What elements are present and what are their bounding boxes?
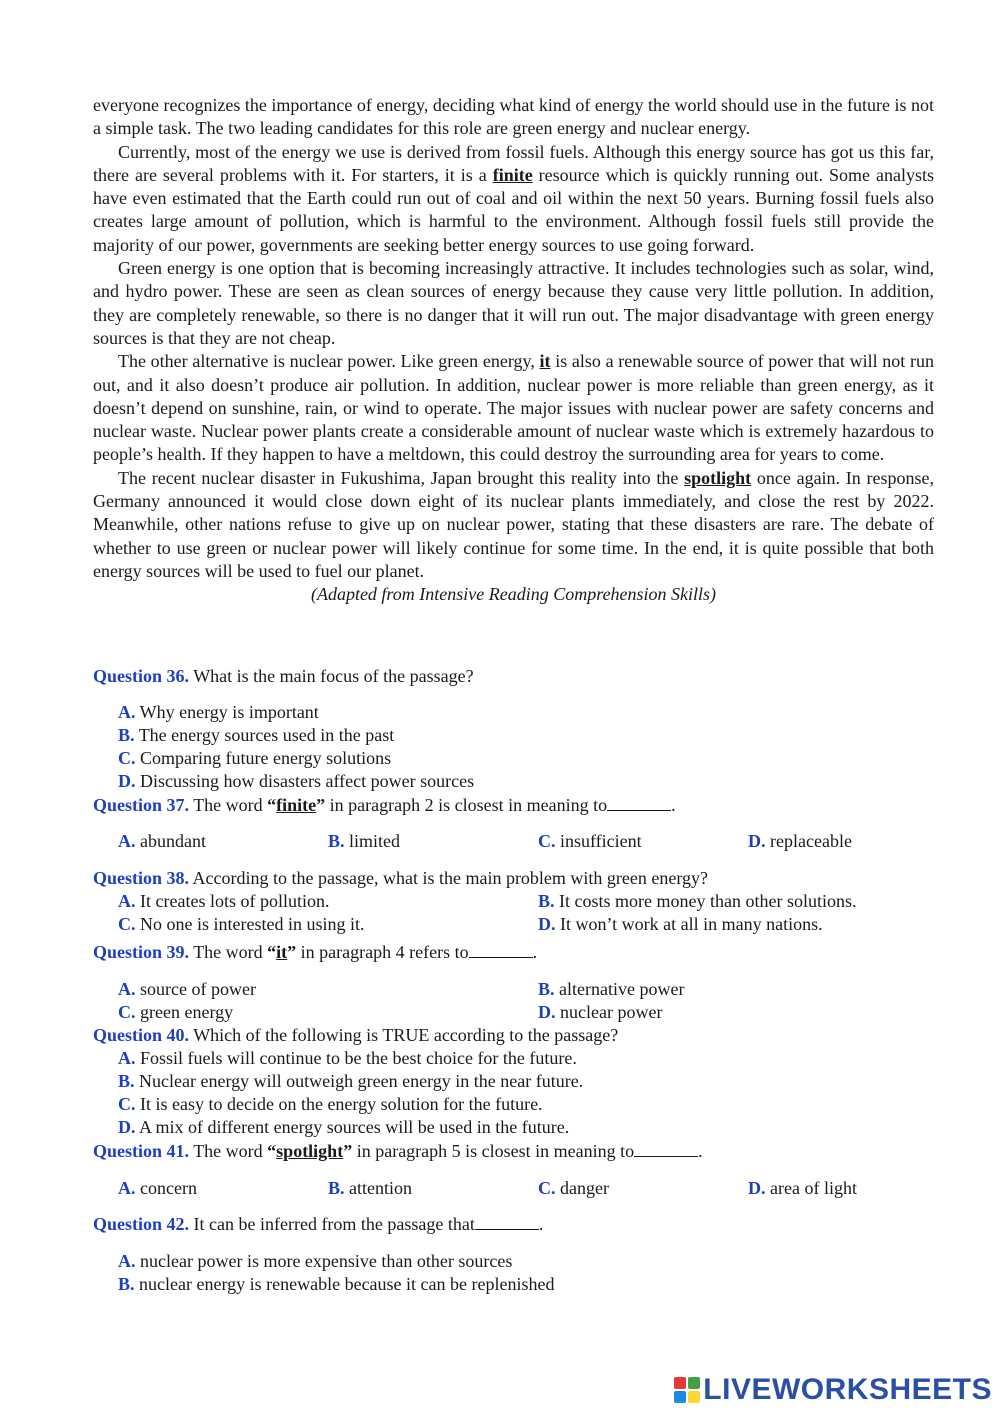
logo-square-blue	[674, 1391, 686, 1403]
option-letter: A.	[118, 702, 136, 722]
q38-option-b[interactable]	[538, 890, 856, 913]
option-letter: B.	[118, 1071, 135, 1091]
question-39-text-b: in paragraph 4 refers to	[296, 942, 469, 962]
keyword-spotlight: spotlight	[684, 467, 752, 488]
option-letter: A.	[118, 1178, 136, 1198]
option-text: Discussing how disasters affect power sources	[135, 771, 475, 791]
option-text: nuclear power	[555, 1002, 663, 1022]
q37-option-b[interactable]	[328, 830, 400, 853]
question-40-text: Which of the following is TRUE according to the passage?	[189, 1025, 619, 1045]
q39-option-d[interactable]	[538, 1001, 662, 1024]
question-41-text-b: in paragraph 5 is closest in meaning to	[352, 1141, 635, 1161]
answer-blank[interactable]	[607, 795, 671, 811]
q41-option-a[interactable]	[118, 1177, 197, 1200]
q36-option-c[interactable]	[118, 747, 391, 770]
question-38-text: According to the passage, what is the main problem with green energy?	[189, 868, 709, 888]
logo-square-yellow	[688, 1391, 700, 1403]
paragraph-2-text-b: resource which is quickly running out. Some analysts have even estimated that the Earth could run out of coal and oil within the next 50 years. Burning fossil fuels also creates large amount of pollution, which is harmful to the environment. Although fossil fuels still provide the majority of our power, governments are seeking better energy sources to use going forward.	[93, 164, 934, 255]
option-text: green energy	[135, 1002, 234, 1022]
question-41: Question 41. The word “spotlight” in paragraph 5 is closest in meaning to .	[93, 1141, 703, 1161]
option-letter: D.	[118, 771, 136, 791]
question-40-label: Question 40.	[93, 1025, 190, 1045]
option-letter: B.	[118, 725, 135, 745]
paragraph-2	[93, 141, 934, 257]
keyword-it: it	[539, 351, 551, 372]
option-text: It creates lots of pollution.	[135, 891, 330, 911]
option-text: A mix of different energy sources will be used in the future.	[135, 1117, 570, 1137]
paragraph-5	[93, 467, 934, 583]
q37-option-c[interactable]	[538, 830, 642, 853]
question-39-text-a: The word	[189, 942, 268, 962]
question-39: Question 39. The word “it” in paragraph 4 refers to .	[93, 942, 538, 962]
answer-blank[interactable]	[469, 942, 533, 958]
q38-option-a[interactable]	[118, 890, 329, 913]
option-letter: B.	[118, 1274, 135, 1294]
question-41-label: Question 41.	[93, 1141, 190, 1161]
reading-passage	[93, 94, 934, 607]
option-letter: D.	[538, 914, 556, 934]
option-letter: B.	[328, 831, 345, 851]
question-42-label: Question 42.	[93, 1214, 190, 1234]
option-letter: C.	[538, 831, 556, 851]
option-text: Comparing future energy solutions	[135, 748, 392, 768]
question-42	[93, 1213, 934, 1236]
q39-option-b[interactable]	[538, 978, 684, 1001]
option-letter: A.	[118, 979, 136, 999]
question-37-label: Question 37.	[93, 795, 190, 815]
option-text: The energy sources used in the past	[134, 725, 395, 745]
option-letter: C.	[118, 1094, 136, 1114]
q36-option-b[interactable]	[118, 724, 394, 747]
q36-option-a[interactable]	[118, 701, 319, 724]
q41-option-d[interactable]	[748, 1177, 857, 1200]
option-letter: A.	[118, 1251, 136, 1271]
option-text: abundant	[135, 831, 206, 851]
question-42-end: .	[538, 1214, 544, 1234]
q40-option-a[interactable]	[118, 1047, 577, 1070]
option-text: area of light	[765, 1178, 857, 1198]
question-37-keyword: finite	[276, 795, 317, 815]
q38-option-d[interactable]	[538, 913, 823, 936]
option-text: attention	[344, 1178, 412, 1198]
option-text: nuclear energy is renewable because it can be replenished	[134, 1274, 555, 1294]
q40-option-d[interactable]	[118, 1116, 569, 1139]
option-text: concern	[135, 1178, 197, 1198]
question-40	[93, 1024, 934, 1047]
passage-source: (Adapted from Intensive Reading Comprehension Skills)	[310, 584, 717, 605]
q41-option-c[interactable]	[538, 1177, 609, 1200]
question-41-end: .	[698, 1141, 703, 1161]
option-text: insufficient	[555, 831, 642, 851]
question-39-keyword: it	[276, 942, 288, 962]
question-37: Question 37. The word “finite” in paragraph 2 is closest in meaning to .	[93, 795, 676, 815]
option-letter: C.	[118, 1002, 136, 1022]
option-letter: B.	[538, 891, 555, 911]
option-letter: A.	[118, 831, 136, 851]
option-text: It costs more money than other solutions.	[554, 891, 857, 911]
question-41-text-a: The word	[189, 1141, 268, 1161]
q39-option-c[interactable]	[118, 1001, 233, 1024]
question-36	[93, 665, 934, 688]
option-text: limited	[344, 831, 401, 851]
paragraph-1: everyone recognizes the importance of energy, deciding what kind of energy the world should use in the future is not a simple task. The two leading candidates for this role are green energy and nuclear energy.	[93, 95, 934, 139]
option-letter: D.	[538, 1002, 556, 1022]
option-text: danger	[555, 1178, 609, 1198]
logo-square-green	[688, 1377, 700, 1389]
paragraph-4-text-b: is also a renewable source of power that will not run out, and it also doesn’t produce air pollution. In addition, nuclear power is more reliable than green energy, as it doesn’t depend on sunshine, rain, or wind to operate. The major issues with nuclear power are safety concerns and nuclear waste. Nuclear power plants create a considerable amount of nuclear waste which is extremely hazardous to people’s health. If they happen to have a meltdown, this could destroy the surrounding area for years to come.	[93, 351, 934, 465]
paragraph-4-text-a: The other alternative is nuclear power. Like green energy,	[118, 351, 540, 372]
answer-blank[interactable]	[475, 1214, 539, 1230]
option-text: alternative power	[554, 979, 685, 999]
paragraph-3: Green energy is one option that is becoming increasingly attractive. It includes technologies such as solar, wind, and hydro power. These are seen as clean sources of energy because they cause very little pollution. In addition, they are completely renewable, so there is no danger that it will run out. The major disadvantage with green energy sources is that they are not cheap.	[93, 258, 934, 348]
option-letter: D.	[748, 1178, 766, 1198]
question-38-label: Question 38.	[93, 868, 190, 888]
question-37-text-b: in paragraph 2 is closest in meaning to	[325, 795, 608, 815]
option-text: It is easy to decide on the energy solution for the future.	[135, 1094, 543, 1114]
q37-option-d[interactable]	[748, 830, 852, 853]
q36-option-d[interactable]	[118, 770, 474, 793]
option-letter: D.	[748, 831, 766, 851]
q39-option-a[interactable]	[118, 978, 256, 1001]
option-letter: C.	[118, 748, 136, 768]
q40-option-c[interactable]	[118, 1093, 543, 1116]
liveworksheets-logo[interactable]	[674, 1373, 992, 1407]
question-36-text: What is the main focus of the passage?	[189, 666, 474, 686]
q41-option-b[interactable]	[328, 1177, 412, 1200]
logo-grid-icon	[674, 1377, 700, 1403]
option-text: source of power	[135, 979, 256, 999]
option-text: No one is interested in using it.	[135, 914, 365, 934]
option-text: Why energy is important	[135, 702, 319, 722]
option-text: Fossil fuels will continue to be the best choice for the future.	[135, 1048, 577, 1068]
q38-option-c[interactable]	[118, 913, 364, 936]
option-letter: A.	[118, 891, 136, 911]
question-39-label: Question 39.	[93, 942, 190, 962]
q40-option-b[interactable]	[118, 1070, 583, 1093]
question-42-text: It can be inferred from the passage that	[189, 1214, 475, 1234]
option-letter: B.	[538, 979, 555, 999]
q42-option-b[interactable]	[118, 1273, 554, 1296]
question-39-end: .	[532, 942, 538, 962]
q42-option-a[interactable]	[118, 1250, 512, 1273]
option-text: Nuclear energy will outweigh green energy in the near future.	[134, 1071, 584, 1091]
option-text: It won’t work at all in many nations.	[555, 914, 823, 934]
paragraph-4	[93, 350, 934, 466]
logo-square-red	[674, 1377, 686, 1389]
option-letter: A.	[118, 1048, 136, 1068]
question-37-end: .	[671, 795, 676, 815]
option-text: nuclear power is more expensive than other sources	[135, 1251, 513, 1271]
keyword-finite: finite	[492, 164, 533, 185]
option-letter: C.	[118, 914, 136, 934]
option-letter: C.	[538, 1178, 556, 1198]
paragraph-5-text-b: once again. In response, Germany announced it would close down eight of its nuclear plants immediately, and close the rest by 2022. Meanwhile, other nations refuse to give up on nuclear power, stating that these disasters are rare. The debate of whether to use green or nuclear power will likely continue for some time. In the end, it is quite possible that both energy sources will be used to fuel our planet.	[93, 467, 934, 581]
paragraph-5-text-a: The recent nuclear disaster in Fukushima, Japan brought this reality into the	[118, 467, 685, 488]
option-text: replaceable	[765, 831, 852, 851]
question-41-keyword: spotlight	[276, 1141, 344, 1161]
answer-blank[interactable]	[634, 1141, 698, 1157]
option-letter: D.	[118, 1117, 136, 1137]
paragraph-2-text-a: Currently, most of the energy we use is derived from fossil fuels. Although this energy source has got us this far, there are several problems with it. For starters, it is a	[93, 141, 934, 185]
q37-option-a[interactable]	[118, 830, 206, 853]
logo-text: LIVEWORKSHEETS	[703, 1373, 992, 1406]
question-37-text-a: The word	[189, 795, 268, 815]
question-38	[93, 867, 934, 890]
option-letter: B.	[328, 1178, 345, 1198]
question-36-label: Question 36.	[93, 666, 190, 686]
